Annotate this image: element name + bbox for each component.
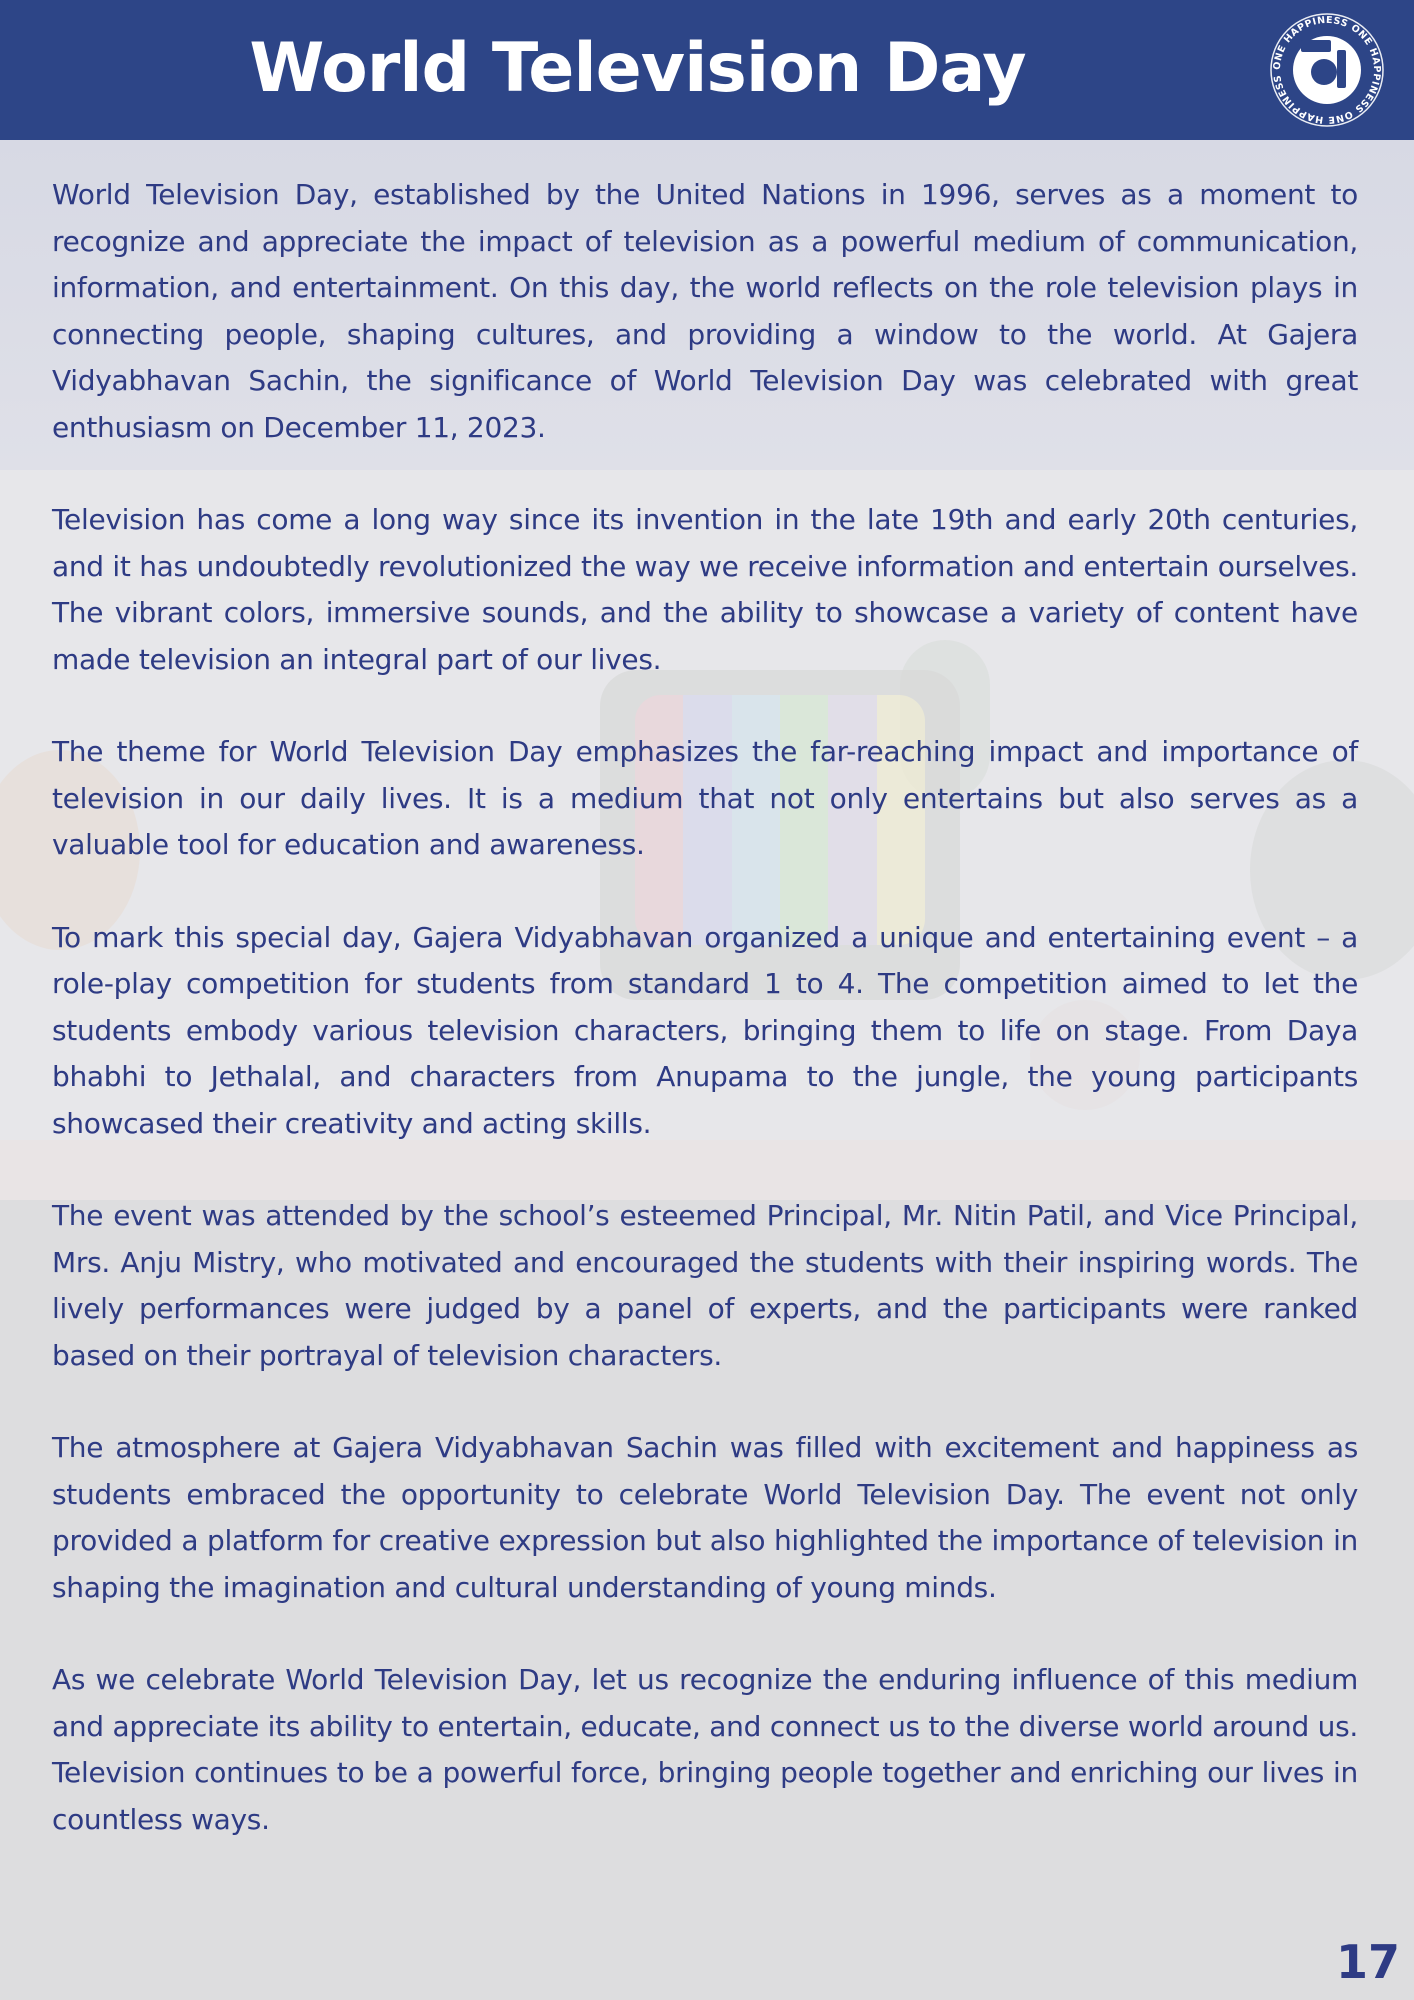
page-title: World Television Day <box>249 29 1026 108</box>
one-happiness-logo-icon <box>1267 10 1387 130</box>
article-paragraph-7: As we celebrate World Television Day, let us recognize the enduring influence of this medium and appreciate its ability to entertain, educate, and connect us to the diverse world around us. Television continues to be a powerful force, bringing people together and enriching our lives in countless ways. <box>52 1663 1358 1836</box>
page-number: 17 <box>1335 1935 1400 1989</box>
article-body <box>52 172 1358 1889</box>
logo-ring-text: ONE HAPPINESS ONE HAPPINESS ONE HAPPINESS <box>1271 14 1383 126</box>
article-paragraph-3: The theme for World Television Day emphasizes the far-reaching impact and importance of television in our daily lives. It is a medium that not only entertains but also serves as a valuable tool for education and awareness. <box>52 735 1358 861</box>
article-paragraph-5: The event was attended by the school’s esteemed Principal, Mr. Nitin Patil, and Vice Principal, Mrs. Anju Mistry, who motivated and encouraged the students with their inspiring words. The lively performances were judged by a panel of experts, and the participants were ranked based on their portrayal of television characters. <box>52 1199 1358 1372</box>
article-paragraph-2: Television has come a long way since its invention in the late 19th and early 20th centuries, and it has undoubtedly revolutionized the way we receive information and entertain ourselves. The vibrant colors, immersive sounds, and the ability to showcase a variety of content have made television an integral part of our lives. <box>52 503 1358 676</box>
article-paragraph-6: The atmosphere at Gajera Vidyabhavan Sachin was filled with excitement and happiness as students embraced the opportunity to celebrate World Television Day. The event not only provided a platform for creative expression but also highlighted the importance of television in shaping the imagination and cultural understanding of young minds. <box>52 1431 1358 1604</box>
article-paragraph-4: To mark this special day, Gajera Vidyabhavan organized a unique and entertaining event – a role-play competition for students from standard 1 to 4. The competition aimed to let the students embody various television characters, bringing them to life on stage. From Daya bhabhi to Jethalal, and characters from Anupama to the jungle, the young participants showcased their creativity and acting skills. <box>52 920 1358 1140</box>
page-header <box>0 0 1414 140</box>
article-paragraph-1: World Television Day, established by the United Nations in 1996, serves as a moment to recognize and appreciate the impact of television as a powerful medium of communication, information, and entertainment. On this day, the world reflects on the role television plays in connecting people, shaping cultures, and providing a window to the world. At Gajera Vidyabhavan Sachin, the significance of World Television Day was celebrated with great enthusiasm on December 11, 2023. <box>52 178 1358 444</box>
